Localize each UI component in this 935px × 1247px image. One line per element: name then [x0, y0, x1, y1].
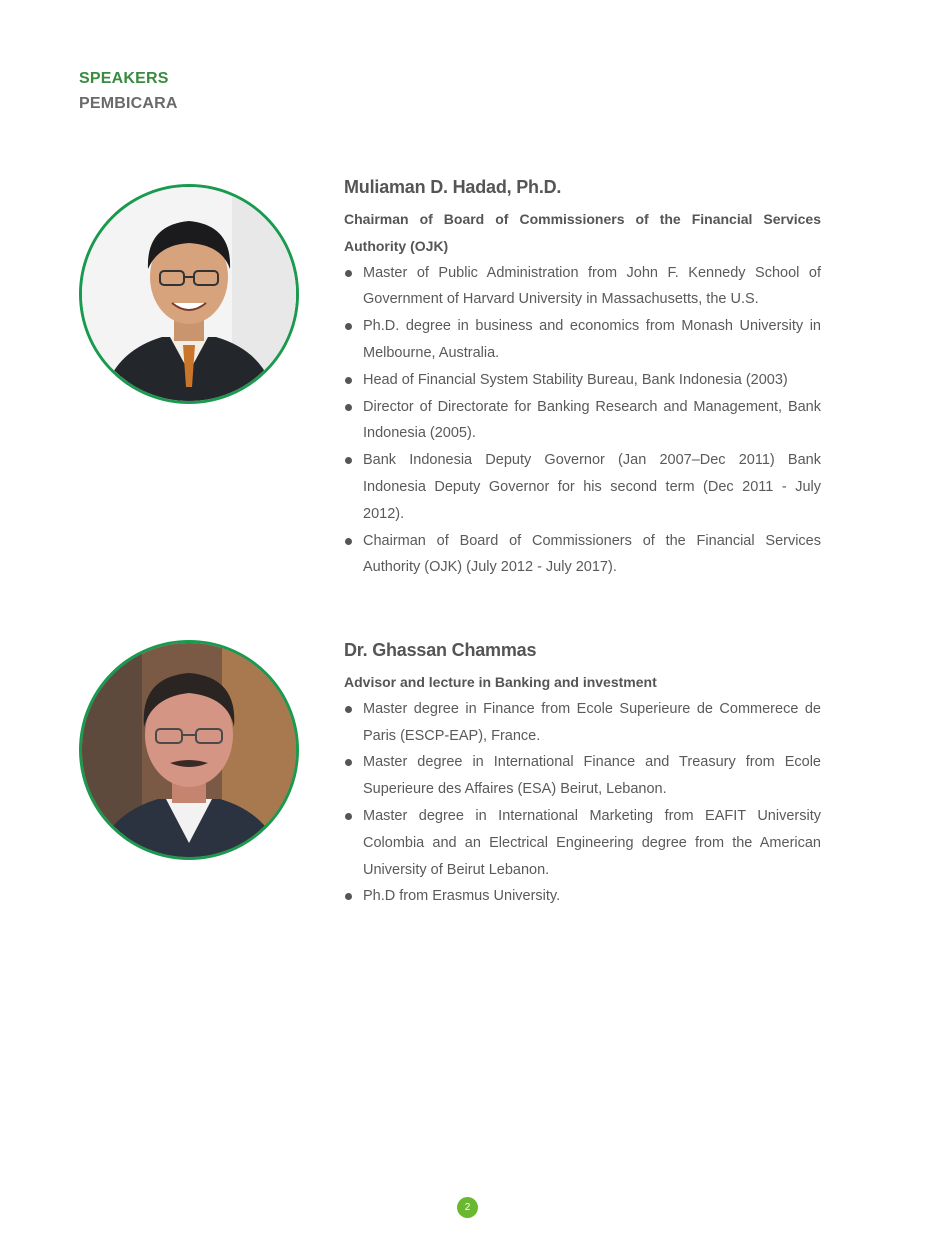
- speaker-2-role: Advisor and lecture in Banking and investment: [344, 674, 657, 690]
- bullet-icon: [345, 759, 352, 766]
- bullet-icon: [345, 404, 352, 411]
- speaker-2-photo: [79, 640, 299, 860]
- page-number-badge: 2: [457, 1197, 478, 1218]
- speaker-1-bio-list: [344, 260, 821, 582]
- bio-item: Master degree in Finance from Ecole Superieure de Commerece de Paris (ESCP-EAP), France.: [344, 696, 821, 750]
- speaker-2-bio-list: [344, 696, 821, 910]
- bullet-icon: [345, 270, 352, 277]
- bio-item: Head of Financial System Stability Bureau, Bank Indonesia (2003): [344, 367, 821, 394]
- section-title: SPEAKERS: [79, 70, 169, 87]
- bio-item: Master of Public Administration from John F. Kennedy School of Government of Harvard University in Massachusetts, the U.S.: [344, 260, 821, 314]
- section-subtitle: PEMBICARA: [79, 95, 178, 112]
- bio-item: Chairman of Board of Commissioners of the Financial Services Authority (OJK) (July 2012 - July 2017).: [344, 528, 821, 582]
- bio-item: Ph.D. degree in business and economics from Monash University in Melbourne, Australia.: [344, 313, 821, 367]
- speaker-2-info: [344, 637, 821, 910]
- speaker-2-name: Dr. Ghassan Chammas: [344, 640, 537, 660]
- speaker-1-name: Muliaman D. Hadad, Ph.D.: [344, 177, 562, 197]
- bullet-icon: [345, 893, 352, 900]
- bullet-icon: [345, 323, 352, 330]
- bullet-icon: [345, 538, 352, 545]
- bullet-icon: [345, 457, 352, 464]
- bullet-icon: [345, 813, 352, 820]
- bio-item: Bank Indonesia Deputy Governor (Jan 2007–Dec 2011) Bank Indonesia Deputy Governor for his second term (Dec 2011 - July 2012).: [344, 447, 821, 527]
- speaker-1-role: Chairman of Board of Commissioners of the Financial Services Authority (OJK): [344, 211, 821, 254]
- bio-item: Ph.D from Erasmus University.: [344, 883, 821, 910]
- bio-item: Director of Directorate for Banking Research and Management, Bank Indonesia (2005).: [344, 394, 821, 448]
- bullet-icon: [345, 377, 352, 384]
- bio-item: Master degree in International Marketing from EAFIT University Colombia and an Electrical Engineering degree from the American University of Beirut Lebanon.: [344, 803, 821, 883]
- speaker-1-info: [344, 174, 821, 581]
- bullet-icon: [345, 706, 352, 713]
- speaker-1-photo: [79, 184, 299, 404]
- bio-item: Master degree in International Finance and Treasury from Ecole Superieure des Affaires (ESA) Beirut, Lebanon.: [344, 749, 821, 803]
